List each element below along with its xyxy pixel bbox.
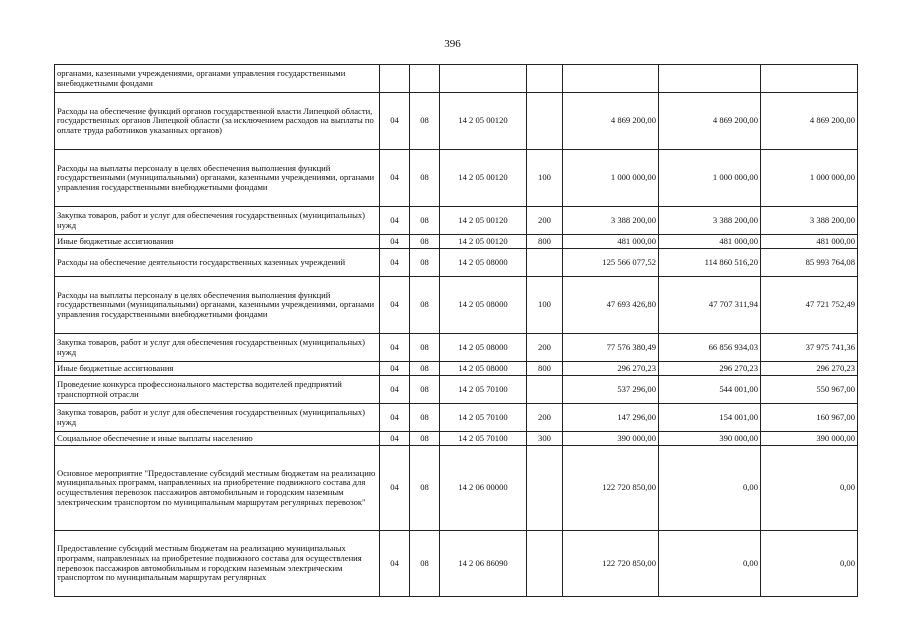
cell-glava: 04 <box>380 362 410 376</box>
cell-name: Расходы на выплаты персоналу в целях обеспечения выполнения функций государственными (муниципальными) органами, казенными учреждениями, органами управления государственными внебюджетными фондами <box>55 277 380 334</box>
table-row <box>55 150 858 207</box>
cell-value-3: 0,00 <box>761 531 858 597</box>
cell-value-1: 122 720 850,00 <box>563 531 659 597</box>
cell-name: Иные бюджетные ассигнования <box>55 362 380 376</box>
cell-csr: 14 2 05 00120 <box>440 235 527 249</box>
cell-value-3: 0,00 <box>761 446 858 531</box>
cell-value-3: 37 975 741,36 <box>761 334 858 362</box>
cell-csr: 14 2 05 70100 <box>440 432 527 446</box>
cell-vr <box>527 93 563 150</box>
cell-csr <box>440 65 527 93</box>
cell-value-2: 114 860 516,20 <box>659 249 761 277</box>
cell-vr: 200 <box>527 207 563 235</box>
cell-vr: 800 <box>527 362 563 376</box>
cell-csr: 14 2 06 86090 <box>440 531 527 597</box>
cell-value-1: 296 270,23 <box>563 362 659 376</box>
cell-value-3: 481 000,00 <box>761 235 858 249</box>
cell-razdel: 08 <box>410 334 440 362</box>
cell-value-3: 4 869 200,00 <box>761 93 858 150</box>
table-row <box>55 235 858 249</box>
cell-value-1: 122 720 850,00 <box>563 446 659 531</box>
cell-csr: 14 2 05 00120 <box>440 93 527 150</box>
cell-name: Социальное обеспечение и иные выплаты населению <box>55 432 380 446</box>
cell-csr: 14 2 05 70100 <box>440 404 527 432</box>
cell-vr <box>527 65 563 93</box>
cell-value-2: 4 869 200,00 <box>659 93 761 150</box>
cell-razdel: 08 <box>410 235 440 249</box>
cell-value-2 <box>659 65 761 93</box>
cell-value-3: 85 993 764,08 <box>761 249 858 277</box>
table-row <box>55 376 858 404</box>
cell-csr: 14 2 05 08000 <box>440 362 527 376</box>
cell-glava: 04 <box>380 249 410 277</box>
cell-razdel: 08 <box>410 404 440 432</box>
table-row <box>55 93 858 150</box>
cell-vr <box>527 531 563 597</box>
cell-name: органами, казенными учреждениями, органами управления государственными внебюджетными фондами <box>55 65 380 93</box>
cell-glava: 04 <box>380 207 410 235</box>
cell-value-1: 47 693 426,80 <box>563 277 659 334</box>
cell-glava: 04 <box>380 93 410 150</box>
cell-name: Закупка товаров, работ и услуг для обеспечения государственных (муниципальных) нужд <box>55 404 380 432</box>
cell-csr: 14 2 05 08000 <box>440 334 527 362</box>
cell-vr <box>527 249 563 277</box>
cell-glava: 04 <box>380 432 410 446</box>
cell-value-3: 160 967,00 <box>761 404 858 432</box>
cell-vr: 200 <box>527 404 563 432</box>
cell-csr: 14 2 05 70100 <box>440 376 527 404</box>
cell-vr <box>527 376 563 404</box>
cell-glava: 04 <box>380 376 410 404</box>
cell-name: Расходы на выплаты персоналу в целях обеспечения выполнения функций государственными (муниципальными) органами, казенными учреждениями, органами управления государственными внебюджетными фондами <box>55 150 380 207</box>
table-row <box>55 249 858 277</box>
cell-glava: 04 <box>380 277 410 334</box>
table-row <box>55 362 858 376</box>
table-row <box>55 446 858 531</box>
cell-glava: 04 <box>380 404 410 432</box>
cell-razdel: 08 <box>410 277 440 334</box>
cell-value-2: 3 388 200,00 <box>659 207 761 235</box>
cell-value-3 <box>761 65 858 93</box>
cell-csr: 14 2 05 08000 <box>440 249 527 277</box>
table-row <box>55 277 858 334</box>
cell-razdel: 08 <box>410 150 440 207</box>
cell-value-2: 544 001,00 <box>659 376 761 404</box>
cell-value-2: 296 270,23 <box>659 362 761 376</box>
cell-name: Проведение конкурса профессионального мастерства водителей предприятий транспортной отрасли <box>55 376 380 404</box>
cell-razdel: 08 <box>410 446 440 531</box>
cell-value-1: 77 576 380,49 <box>563 334 659 362</box>
cell-glava: 04 <box>380 334 410 362</box>
cell-vr <box>527 446 563 531</box>
cell-razdel: 08 <box>410 376 440 404</box>
cell-value-3: 550 967,00 <box>761 376 858 404</box>
cell-csr: 14 2 06 00000 <box>440 446 527 531</box>
cell-name: Основное мероприятие "Предоставление субсидий местным бюджетам на реализацию муниципальных программ, направленных на приобретение подвижного состава для осуществления перевозок пассажиров автомобильным и городским наземным электрическим транспортом по муниципальным маршрутам регулярных перевозок" <box>55 446 380 531</box>
cell-name: Расходы на обеспечение деятельности государственных казенных учреждений <box>55 249 380 277</box>
cell-value-3: 3 388 200,00 <box>761 207 858 235</box>
cell-value-1: 4 869 200,00 <box>563 93 659 150</box>
cell-value-2: 66 856 934,03 <box>659 334 761 362</box>
cell-glava <box>380 65 410 93</box>
cell-name: Закупка товаров, работ и услуг для обеспечения государственных (муниципальных) нужд <box>55 207 380 235</box>
cell-value-1 <box>563 65 659 93</box>
page-number: 396 <box>444 38 461 50</box>
cell-vr: 100 <box>527 150 563 207</box>
cell-vr: 100 <box>527 277 563 334</box>
cell-razdel: 08 <box>410 432 440 446</box>
cell-vr: 800 <box>527 235 563 249</box>
cell-razdel: 08 <box>410 93 440 150</box>
cell-value-1: 3 388 200,00 <box>563 207 659 235</box>
cell-value-1: 1 000 000,00 <box>563 150 659 207</box>
table-row <box>55 432 858 446</box>
cell-razdel: 08 <box>410 362 440 376</box>
cell-value-1: 147 296,00 <box>563 404 659 432</box>
cell-value-2: 47 707 311,94 <box>659 277 761 334</box>
cell-glava: 04 <box>380 235 410 249</box>
table-body <box>55 65 858 597</box>
cell-value-2: 0,00 <box>659 446 761 531</box>
cell-value-1: 125 566 077,52 <box>563 249 659 277</box>
cell-glava: 04 <box>380 531 410 597</box>
cell-glava: 04 <box>380 150 410 207</box>
table-row <box>55 334 858 362</box>
cell-vr: 200 <box>527 334 563 362</box>
budget-table <box>54 64 858 597</box>
table-row <box>55 65 858 93</box>
cell-razdel <box>410 65 440 93</box>
cell-value-3: 47 721 752,49 <box>761 277 858 334</box>
cell-csr: 14 2 05 08000 <box>440 277 527 334</box>
cell-value-1: 481 000,00 <box>563 235 659 249</box>
cell-razdel: 08 <box>410 207 440 235</box>
cell-csr: 14 2 05 00120 <box>440 150 527 207</box>
cell-name: Расходы на обеспечение функций органов государственной власти Липецкой области, государственных органов Липецкой области (за исключением расходов на выплаты по оплате труда работников указанных органов) <box>55 93 380 150</box>
cell-glava: 04 <box>380 446 410 531</box>
cell-name: Иные бюджетные ассигнования <box>55 235 380 249</box>
cell-value-3: 296 270,23 <box>761 362 858 376</box>
cell-razdel: 08 <box>410 531 440 597</box>
cell-value-2: 0,00 <box>659 531 761 597</box>
cell-vr: 300 <box>527 432 563 446</box>
cell-value-2: 481 000,00 <box>659 235 761 249</box>
cell-value-2: 154 001,00 <box>659 404 761 432</box>
cell-value-2: 390 000,00 <box>659 432 761 446</box>
cell-value-1: 537 296,00 <box>563 376 659 404</box>
cell-value-1: 390 000,00 <box>563 432 659 446</box>
cell-value-3: 1 000 000,00 <box>761 150 858 207</box>
table-row <box>55 531 858 597</box>
cell-name: Предоставление субсидий местным бюджетам на реализацию муниципальных программ, направленных на приобретение подвижного состава для осуществления перевозок пассажиров автомобильным и городским наземным электрическим транспортом по муниципальным маршрутам регулярных <box>55 531 380 597</box>
table-row <box>55 207 858 235</box>
cell-name: Закупка товаров, работ и услуг для обеспечения государственных (муниципальных) нужд <box>55 334 380 362</box>
cell-csr: 14 2 05 00120 <box>440 207 527 235</box>
cell-razdel: 08 <box>410 249 440 277</box>
cell-value-2: 1 000 000,00 <box>659 150 761 207</box>
cell-value-3: 390 000,00 <box>761 432 858 446</box>
table-row <box>55 404 858 432</box>
